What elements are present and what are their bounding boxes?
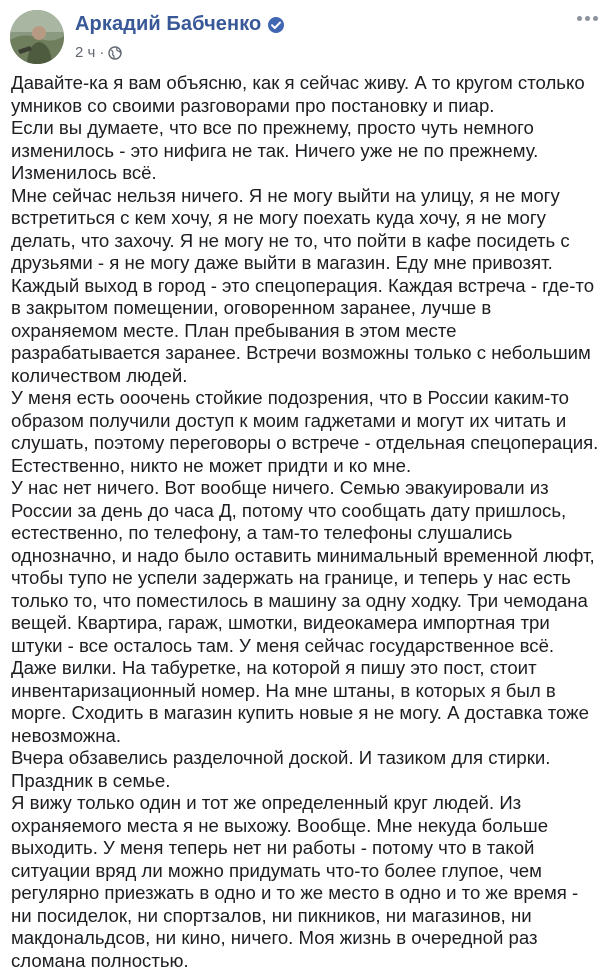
avatar-photo <box>10 10 64 64</box>
post-paragraph: Давайте-ка я вам объясню, как я сейчас живу. А то кругом столько умников со своими разговорами про постановку и пиар. <box>11 72 585 116</box>
author-name-link[interactable]: Аркадий Бабченко <box>75 13 262 35</box>
post-paragraph: Я вижу только один и тот же определенный круг людей. Из охраняемого места я не выхожу. Вообще. Мне некуда больше выходить. У меня теперь нет ни работы - потому что в такой ситуации вряд ли можно придумать что-то более глупое, чем регулярно приезжать в одно и то же место в одно и то же время - ни посиделок, ни спортзалов, ни пикников, ни магазинов, ни макдональдсов, ни кино, ничего. Моя жизнь в очередной раз сломана полностью. <box>11 792 579 971</box>
post-paragraph: Если вы думаете, что все по прежнему, просто чуть немного изменилось - это нифига не так. Ничего уже не по прежнему. Изменилось всё. <box>11 117 539 183</box>
author-row <box>75 13 285 36</box>
verified-badge-icon <box>267 16 285 34</box>
author-avatar[interactable] <box>10 10 64 64</box>
post-paragraph: Вчера обзавелись разделочной доской. И тазиком для стирки. Праздник в семье. <box>11 747 551 791</box>
post-body <box>11 72 599 972</box>
globe-icon[interactable] <box>108 46 122 60</box>
more-options-icon[interactable] <box>574 8 600 28</box>
post-paragraph: Мне сейчас нельзя ничего. Я не могу выйти на улицу, я не могу встретиться с кем хочу, я не могу поехать куда хочу, я не могу делать, что захочу. Я не могу не то, что пойти в кафе посидеть с друзьями - я не могу даже выйти в магазин. Еду мне привозят. Каждый выход в город - это спецоперация. Каждая встреча - где-то в закрытом помещении, оговоренном заранее, лучше в охраняемом месте. План пребывания в этом месте разрабатывается заранее. Встречи возможны только с небольшим количеством людей. <box>11 184 595 386</box>
post-paragraph: У нас нет ничего. Вот вообще ничего. Семью эвакуировали из России за день до часа Д, потому что сообщать дату пришлось, естественно, по телефону, а там-то телефоны слушались однозначно, и надо было оставить минимальный временной люфт, чтобы тупо не успели задержать на границе, и теперь у нас есть только то, что поместилось в машину за одну ходку. Три чемодана вещей. Квартира, гараж, шмотки, видеокамера импортная три штуки - все осталось там. У меня сейчас государственное всё. Даже вилки. На табуретке, на которой я пишу это пост, стоит инвентаризационный номер. На мне штаны, в которых я был в морге. Сходить в магазин купить новые я не могу. А доставка тоже невозможна. <box>11 477 595 746</box>
post-header <box>10 8 600 64</box>
post-paragraph: У меня есть ооочень стойкие подозрения, что в России каким-то образом получили доступ к моим гаджетами и могут их читать и слушать, поэтому переговоры о встрече - отдельная спецоперация. Естественно, никто не может придти и ко мне. <box>11 387 599 476</box>
post-meta <box>75 44 122 61</box>
post-timestamp[interactable]: 2 ч <box>75 44 96 61</box>
meta-separator: · <box>99 44 105 61</box>
